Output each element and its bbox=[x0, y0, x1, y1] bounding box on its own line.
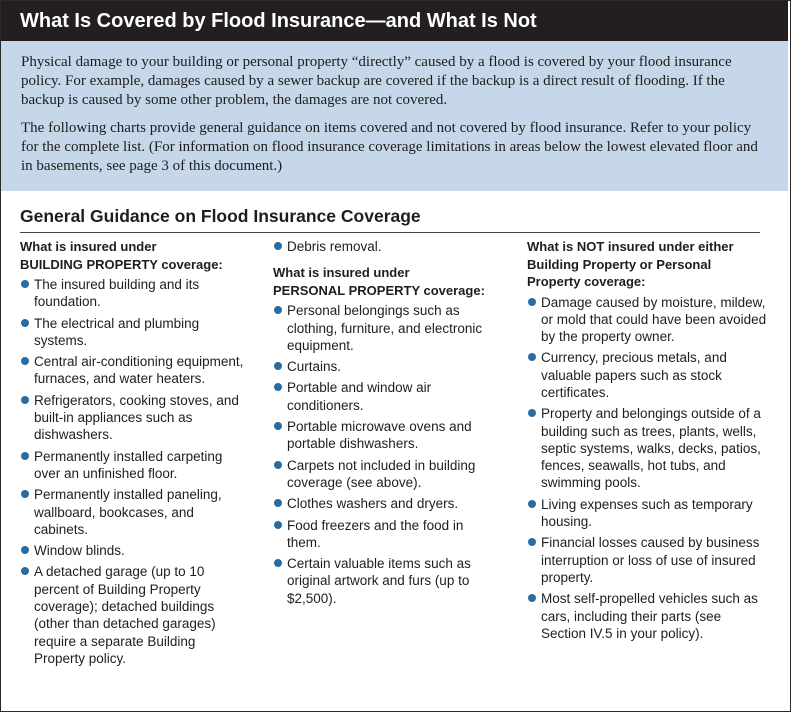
bullet-icon bbox=[21, 319, 29, 327]
personal-coverage-heading bbox=[273, 264, 498, 299]
personal-coverage-list bbox=[273, 302, 498, 607]
list-item-text: Curtains. bbox=[287, 359, 342, 375]
list-item bbox=[527, 496, 767, 531]
building-coverage-column bbox=[20, 238, 245, 671]
building-coverage-heading bbox=[20, 238, 245, 273]
not-insured-list bbox=[527, 294, 767, 643]
not-insured-heading-line-2: Building Property or Personal bbox=[527, 256, 712, 272]
bullet-icon bbox=[528, 594, 536, 602]
bullet-icon bbox=[274, 362, 282, 370]
list-item-text: Property and belongings outside of a building such as trees, plants, wells, septic systems, walks, decks, patios, fences, seawalls, hot tubs, and swimming pools. bbox=[541, 406, 761, 491]
bullet-icon bbox=[21, 567, 29, 575]
list-item bbox=[20, 276, 245, 311]
bullet-icon bbox=[21, 396, 29, 404]
bullet-icon bbox=[274, 422, 282, 430]
list-item bbox=[273, 358, 498, 375]
list-item-text: Refrigerators, cooking stoves, and built-in appliances such as dishwashers. bbox=[34, 392, 239, 443]
list-item bbox=[20, 353, 245, 388]
list-item bbox=[273, 457, 498, 492]
list-item bbox=[527, 349, 767, 401]
not-insured-heading-line-3: Property coverage: bbox=[527, 274, 646, 289]
list-item-text: Personal belongings such as clothing, furniture, and electronic equipment. bbox=[287, 303, 483, 353]
bullet-icon bbox=[274, 242, 282, 250]
personal-heading-line-2: PERSONAL PROPERTY coverage: bbox=[273, 282, 485, 298]
list-item bbox=[527, 534, 767, 586]
building-heading-line-1: What is insured under bbox=[20, 239, 157, 254]
list-item-text: Financial losses caused by business interruption or loss of use of insured property. bbox=[541, 535, 760, 585]
list-item-text: Living expenses such as temporary housing. bbox=[541, 496, 753, 530]
bullet-icon bbox=[274, 383, 282, 391]
list-item bbox=[273, 555, 498, 607]
bullet-icon bbox=[274, 306, 282, 314]
list-item bbox=[273, 302, 498, 354]
not-insured-heading bbox=[527, 238, 767, 291]
list-item-text: Permanently installed paneling, wallboard, bookcases, and cabinets. bbox=[34, 487, 222, 537]
list-item bbox=[273, 495, 498, 512]
bullet-icon bbox=[528, 500, 536, 508]
list-item-text: Clothes washers and dryers. bbox=[287, 496, 459, 512]
bullet-icon bbox=[21, 546, 29, 554]
list-item bbox=[527, 294, 767, 346]
bullet-icon bbox=[528, 353, 536, 361]
building-coverage-list bbox=[20, 276, 245, 667]
intro-panel bbox=[1, 41, 788, 191]
list-item bbox=[273, 238, 498, 255]
not-insured-column bbox=[527, 238, 767, 646]
bullet-icon bbox=[274, 559, 282, 567]
list-item bbox=[20, 448, 245, 483]
list-item-text: Damage caused by moisture, mildew, or mold that could have been avoided by the property owner. bbox=[541, 294, 767, 345]
list-item-text: The electrical and plumbing systems. bbox=[34, 315, 200, 348]
list-item-text: Window blinds. bbox=[34, 543, 125, 559]
list-item-text: The insured building and its foundation. bbox=[34, 277, 200, 310]
list-item bbox=[20, 542, 245, 559]
list-item bbox=[20, 563, 245, 667]
bullet-icon bbox=[274, 521, 282, 529]
bullet-icon bbox=[274, 461, 282, 469]
list-item-text: Food freezers and the food in them. bbox=[287, 517, 464, 550]
intro-paragraph-1: Physical damage to your building or personal property “directly” caused by a flood is covered by your flood insurance policy. For example, damages caused by a sewer backup are covered if the backup is a direct result of flooding. If the backup is caused by some other problem, the damages are not covered. bbox=[21, 54, 732, 108]
building-heading-line-2: BUILDING PROPERTY coverage: bbox=[20, 256, 223, 272]
list-item bbox=[20, 315, 245, 350]
intro-paragraph-2: The following charts provide general guidance on items covered and not covered by flood insurance. Refer to your policy for the complete list. (For information on flood insurance coverage limitations in areas below the lowest elevated floor and in basements, see page 3 of this document.) bbox=[21, 120, 758, 174]
section-heading: General Guidance on Flood Insurance Coverage bbox=[20, 206, 760, 233]
list-item bbox=[273, 517, 498, 552]
list-item-text: Most self-propelled vehicles such as cars, including their parts (see Section IV.5 in your policy). bbox=[541, 591, 758, 641]
personal-coverage-column bbox=[273, 238, 498, 611]
personal-heading-line-1: What is insured under bbox=[273, 265, 410, 281]
list-item-text: A detached garage (up to 10 percent of Building Property coverage); detached buildings (other than detached garages) require a separate Building Property policy. bbox=[34, 564, 216, 666]
list-item bbox=[273, 379, 498, 414]
building-continued-list bbox=[273, 238, 498, 255]
bullet-icon bbox=[528, 298, 536, 306]
bullet-icon bbox=[528, 409, 536, 417]
not-insured-heading-line-1: What is NOT insured under either bbox=[527, 239, 734, 254]
list-item-text: Permanently installed carpeting over an unfinished floor. bbox=[34, 448, 223, 481]
list-item bbox=[527, 590, 767, 642]
bullet-icon bbox=[21, 357, 29, 365]
list-item bbox=[527, 405, 767, 491]
list-item bbox=[20, 392, 245, 444]
list-item-text: Central air-conditioning equipment, furnaces, and water heaters. bbox=[34, 354, 244, 387]
page-title: What Is Covered by Flood Insurance—and What Is Not bbox=[1, 1, 788, 41]
bullet-icon bbox=[274, 499, 282, 507]
bullet-icon bbox=[21, 490, 29, 498]
bullet-icon bbox=[528, 538, 536, 546]
list-item-text: Carpets not included in building coverage (see above). bbox=[287, 457, 476, 490]
list-item-text: Portable and window air conditioners. bbox=[287, 380, 432, 413]
list-item-text: Portable microwave ovens and portable dishwashers. bbox=[287, 419, 472, 452]
list-item-text: Currency, precious metals, and valuable papers such as stock certificates. bbox=[541, 350, 727, 400]
list-item-text: Debris removal. bbox=[287, 239, 382, 254]
list-item-text: Certain valuable items such as original artwork and furs (up to $2,500). bbox=[287, 556, 471, 606]
bullet-icon bbox=[21, 452, 29, 460]
list-item bbox=[273, 418, 498, 453]
bullet-icon bbox=[21, 280, 29, 288]
list-item bbox=[20, 486, 245, 538]
